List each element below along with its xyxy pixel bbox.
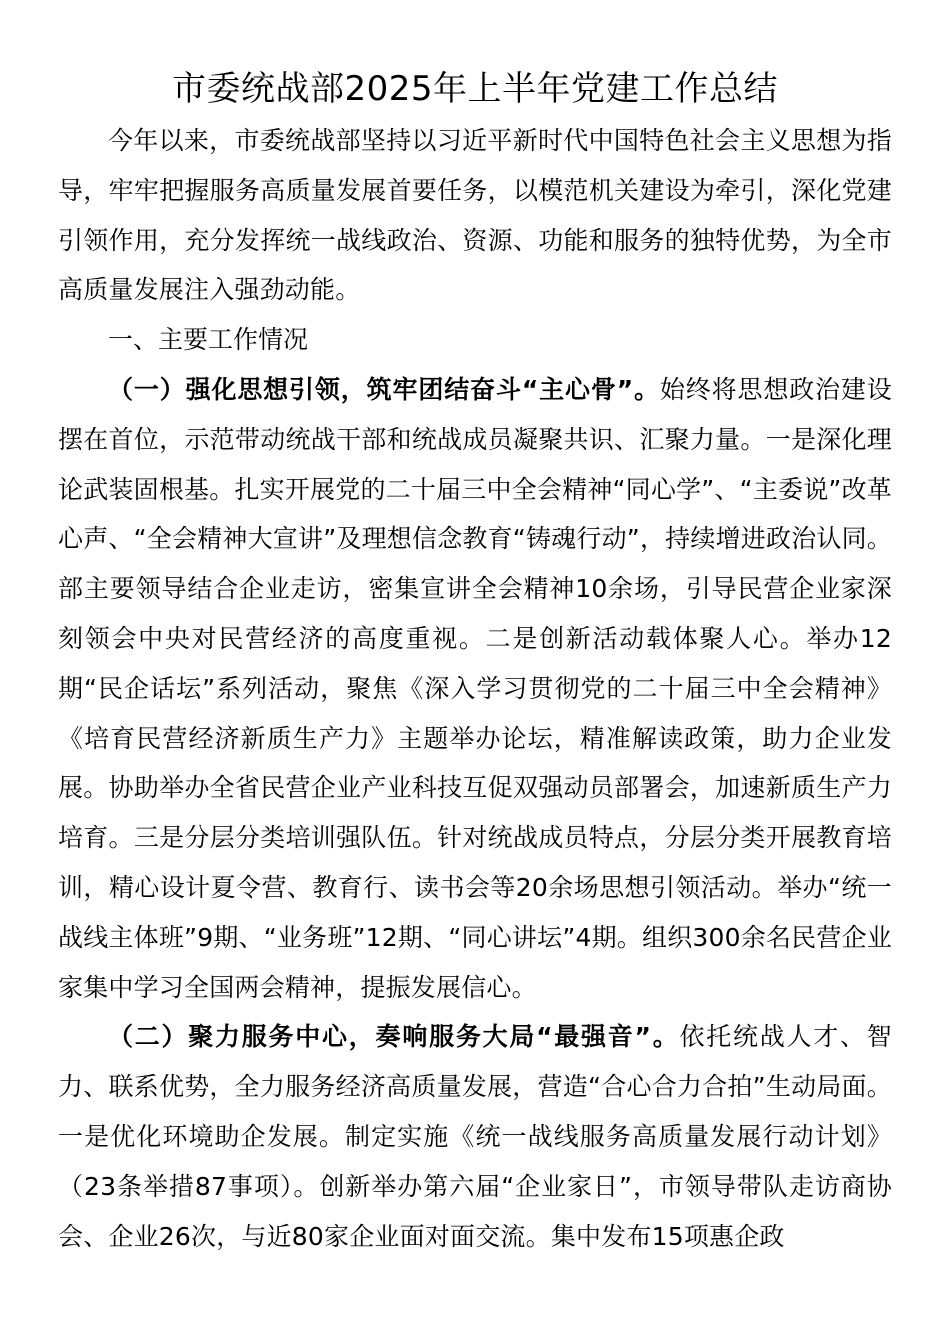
item-paragraph-thought-guidance: [58, 365, 892, 1012]
item-lead-service-center: （二）聚力服务中心，奏响服务大局“最强音”。: [108, 1022, 680, 1052]
section-heading-main-work: 一、主要工作情况: [108, 325, 309, 355]
intro-paragraph: 今年以来，市委统战部坚持以习近平新时代中国特色社会主义思想为指导，牢牢把握服务高质量发展首要任务，以模范机关建设为牵引，深化党建引领作用，充分发挥统一战线政治、资源、功能和服务的独特优势，为全市高质量发展注入强劲动能。: [58, 126, 892, 305]
item-paragraph-service-center: [58, 1012, 892, 1261]
item-body-thought-guidance: 始终将思想政治建设摆在首位，示范带动统战干部和统战成员凝聚共识、汇聚力量。一是深化理论武装固根基。扎实开展党的二十届三中全会精神“同心学”、“主委说”改革心声、“全会精神大宣讲”及理想信念教育“铸魂行动”，持续增进政治认同。部主要领导结合企业走访，密集宣讲全会精神10余场，引导民营企业家深刻领会中央对民营经济的高度重视。二是创新活动载体聚人心。举办12期“民企话坛”系列活动，聚焦《深入学习贯彻党的二十届三中全会精神》《培育民营经济新质生产力》主题举办论坛，精准解读政策，助力企业发展。协助举办全省民营企业产业科技互促双强动员部署会，加速新质生产力培育。三是分层分类培训强队伍。针对统战成员特点，分层分类开展教育培训，精心设计夏令营、教育行、读书会等20余场思想引领活动。举办“统一战线主体班”9期、“业务班”12期、“同心讲坛”4期。组织300余名民营企业家集中学习全国两会精神，提振发展信心。: [58, 374, 892, 1002]
item-lead-thought-guidance: （一）强化思想引领，筑牢团结奋斗“主心骨”。: [108, 374, 660, 404]
item-body-service-center: 依托统战人才、智力、联系优势，全力服务经济高质量发展，营造“合心合力合拍”生动局面。一是优化环境助企发展。制定实施《统一战线服务高质量发展行动计划》（23条举措87事项）。创新举办第六届“企业家日”，市领导带队走访商协会、企业26次，与近80家企业面对面交流。集中发布15项惠企政: [58, 1022, 892, 1251]
document-title: 市委统战部2025年上半年党建工作总结: [171, 69, 779, 109]
